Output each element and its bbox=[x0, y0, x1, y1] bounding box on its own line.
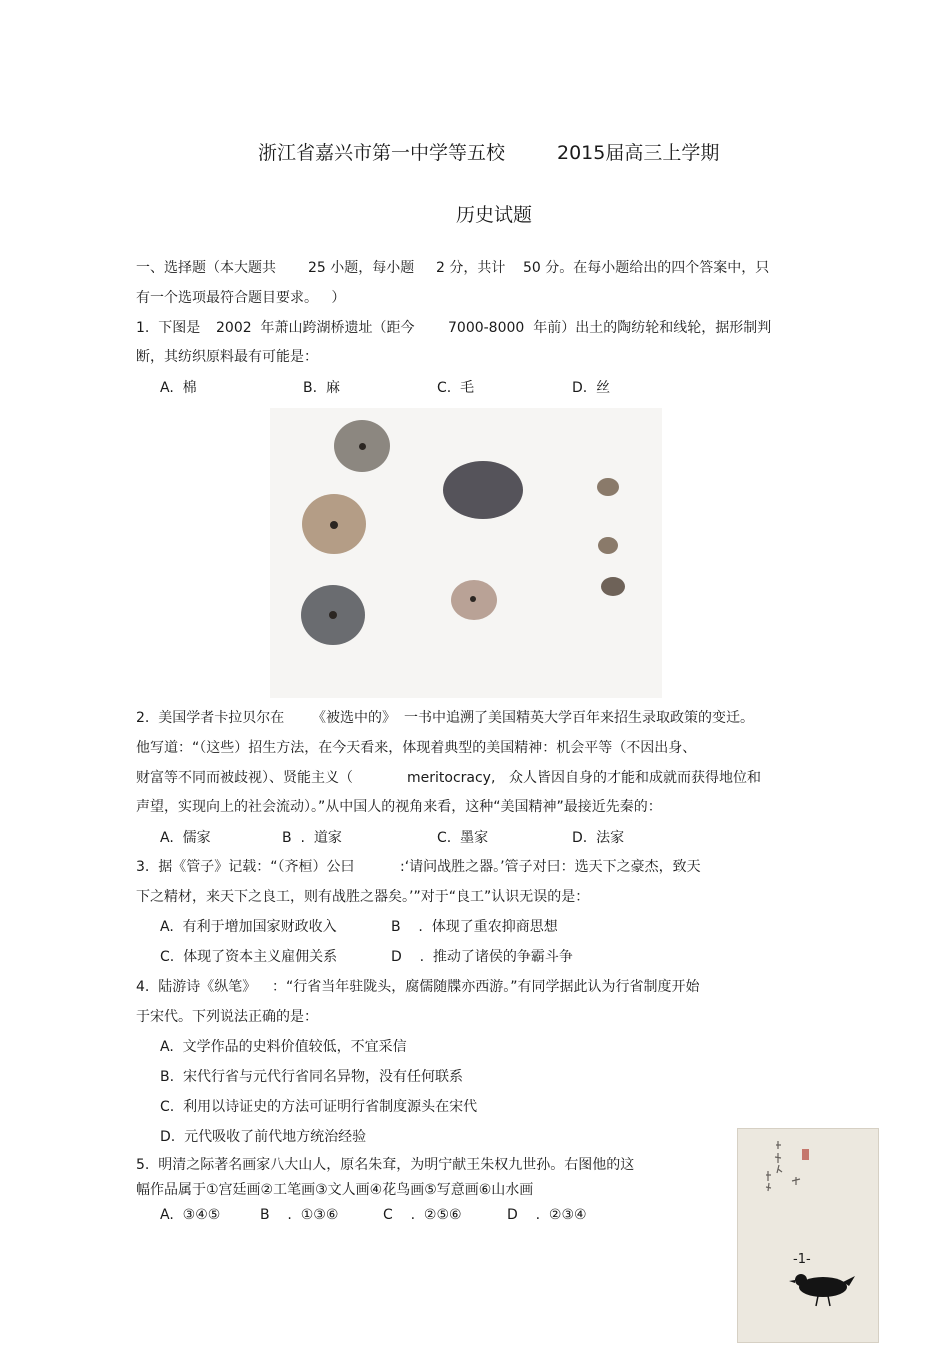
instructions-line: 一、选择题（本大题共 bbox=[136, 260, 276, 276]
option: A. ③④⑤ bbox=[160, 1207, 221, 1223]
thread-reel bbox=[597, 478, 619, 496]
option: A. 儒家 bbox=[160, 830, 211, 846]
spindle-whorls-photo bbox=[270, 408, 662, 698]
question-stem: 断，其纺织原料最有可能是： bbox=[136, 349, 318, 365]
bird-head bbox=[795, 1274, 807, 1286]
instructions-line: 50 分。在每小题给出的四个答案中，只 bbox=[523, 260, 770, 276]
option: C. 利用以诗证史的方法可证明行省制度源头在宋代 bbox=[160, 1099, 478, 1115]
question-stem: 一书中追溯了美国精英大学百年来招生录取政策的变迁。 bbox=[404, 710, 754, 726]
option: C. 墨家 bbox=[437, 830, 489, 846]
question-stem: 他写道：“（这些）招生方法，在今天看来，体现着典型的美国精神：机会平等（不因出身、 bbox=[136, 740, 697, 756]
option: D. 丝 bbox=[572, 380, 611, 396]
seal-stamp bbox=[802, 1149, 809, 1160]
instructions-line: 有一个选项最符合题目要求。 ） bbox=[136, 290, 346, 306]
option: C. 体现了资本主义雇佣关系 bbox=[160, 949, 338, 965]
question-stem: 2002 年萧山跨湖桥遗址（距今 bbox=[216, 320, 415, 336]
option: C . ②⑤⑥ bbox=[383, 1207, 462, 1223]
question-stem: 1. 下图是 bbox=[136, 320, 201, 336]
option: D. 法家 bbox=[572, 830, 625, 846]
question-stem: ：“行省当年驻陇头，腐儒随牒亦西游。”有同学据此认为行省制度开始 bbox=[272, 979, 700, 995]
option: D . 推动了诸侯的争霸斗争 bbox=[391, 949, 573, 965]
whorl-hole bbox=[359, 443, 366, 450]
question-stem: 《被选中的》 bbox=[312, 710, 396, 726]
option: B . ①③⑥ bbox=[260, 1207, 339, 1223]
question-stem: meritocracy, bbox=[407, 770, 496, 786]
option: D. 元代吸收了前代地方统治经验 bbox=[160, 1129, 367, 1145]
bada-shanren-painting bbox=[737, 1128, 879, 1343]
question-stem: 2. 美国学者卡拉贝尔在 bbox=[136, 710, 285, 726]
option: C. 毛 bbox=[437, 380, 475, 396]
question-stem: 5. 明清之际著名画家八大山人，原名朱耷，为明宁献王朱权九世孙。右图他的这 bbox=[136, 1157, 635, 1173]
question-stem: 众人皆因自身的才能和成就而获得地位和 bbox=[509, 770, 761, 786]
question-stem: 财富等不同而被歧视）、贤能主义（ bbox=[136, 770, 353, 786]
question-stem: 7000-8000 年前）出土的陶纺轮和线轮，据形制判 bbox=[448, 320, 772, 336]
exam-title-term: 2015届高三上学期 bbox=[557, 142, 720, 164]
question-stem: 幅作品属于①宫廷画②工笔画③文人画④花鸟画⑤写意画⑥山水画 bbox=[136, 1182, 534, 1198]
thread-reel bbox=[598, 537, 618, 554]
option: B . 道家 bbox=[282, 830, 342, 846]
exam-subtitle: 历史试题 bbox=[456, 204, 533, 226]
whorl-disc bbox=[443, 461, 523, 519]
option: B. 麻 bbox=[303, 380, 340, 396]
whorl-hole bbox=[470, 596, 476, 602]
whorl-hole bbox=[330, 521, 338, 529]
page-number: -1- bbox=[793, 1252, 811, 1267]
instructions-line: 2 分，共计 bbox=[436, 260, 506, 276]
whorl-hole bbox=[329, 611, 337, 619]
option: B. 宋代行省与元代行省同名异物，没有任何联系 bbox=[160, 1069, 463, 1085]
question-stem: 下之精材，来天下之良工，则有战胜之器矣。’”对于“良工”认识无误的是： bbox=[136, 889, 590, 905]
question-stem: :‘请问战胜之器。’管子对曰：选天下之豪杰，致天 bbox=[400, 859, 701, 875]
question-stem: 3. 据《管子》记载：“（齐桓）公曰 bbox=[136, 859, 355, 875]
instructions-line: 25 小题，每小题 bbox=[308, 260, 415, 276]
thread-reel bbox=[601, 577, 625, 596]
option: A. 棉 bbox=[160, 380, 197, 396]
question-stem: 4. 陆游诗《纵笔》 bbox=[136, 979, 257, 995]
painting-artwork bbox=[738, 1129, 878, 1342]
option: A. 文学作品的史料价值较低，不宜采信 bbox=[160, 1039, 407, 1055]
option: B . 体现了重农抑商思想 bbox=[391, 919, 558, 935]
question-stem: 声望，实现向上的社会流动）。”从中国人的视角来看，这种“美国精神”最接近先秦的： bbox=[136, 799, 662, 815]
exam-title-school: 浙江省嘉兴市第一中学等五校 bbox=[258, 142, 506, 164]
option: D . ②③④ bbox=[507, 1207, 587, 1223]
question-stem: 于宋代。下列说法正确的是： bbox=[136, 1009, 318, 1025]
option: A. 有利于增加国家财政收入 bbox=[160, 919, 337, 935]
